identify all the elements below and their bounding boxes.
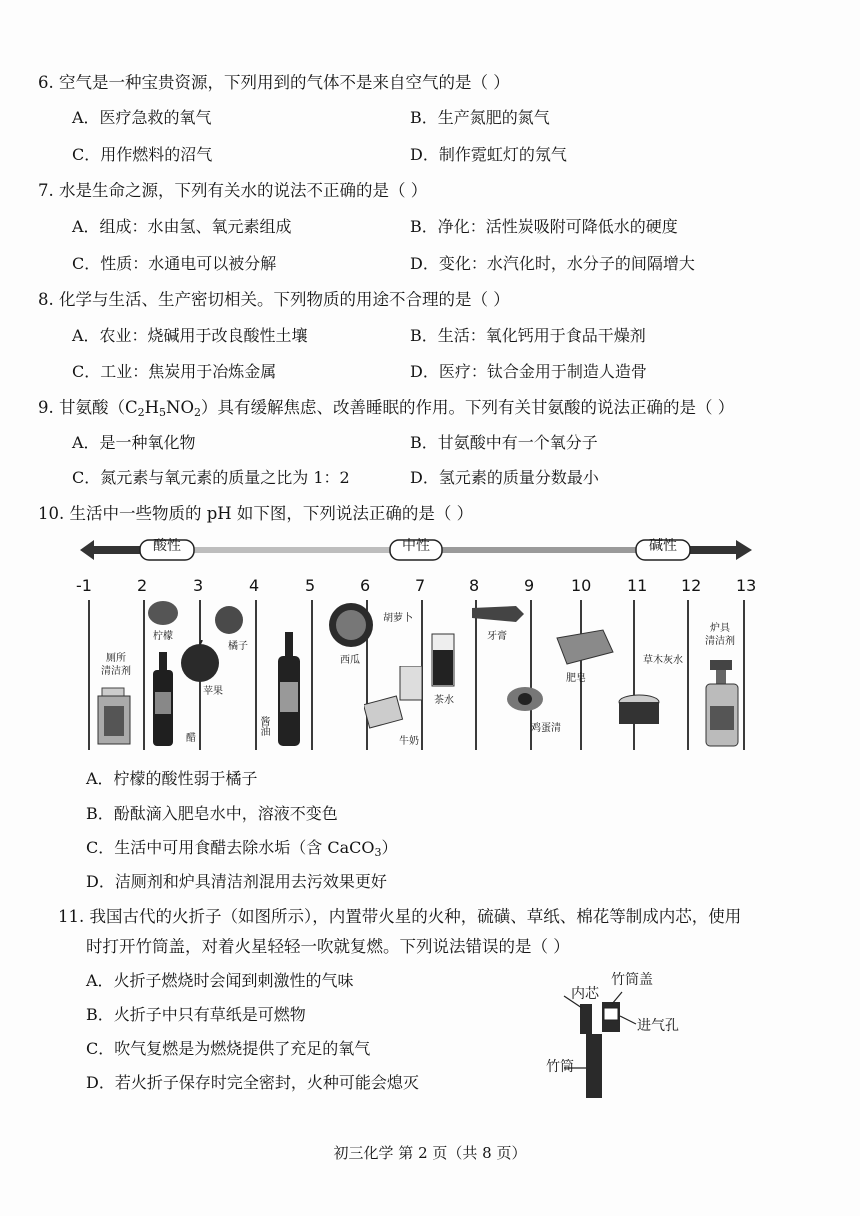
ph-tick: 6 bbox=[360, 576, 371, 595]
question-9-option-a: A．是一种氧化物 bbox=[72, 433, 196, 452]
ph-tick: 2 bbox=[137, 576, 148, 595]
neutral-label: 中性 bbox=[402, 538, 430, 554]
question-6-option-c: C．用作燃料的沼气 bbox=[72, 145, 213, 164]
ph-tick: 8 bbox=[469, 576, 480, 595]
question-6-option-d: D．制作霓虹灯的氖气 bbox=[410, 145, 567, 164]
ph-tick: 9 bbox=[524, 576, 535, 595]
page-footer: 初三化学 第 2 页（共 8 页） bbox=[333, 1144, 527, 1162]
tea-glass-icon bbox=[430, 632, 456, 688]
plant-ash-water-label: 草木灰水 bbox=[643, 655, 683, 666]
milk-label: 牛奶 bbox=[399, 736, 419, 747]
question-7-option-b: B．净化：活性炭吸附可降低水的硬度 bbox=[410, 217, 678, 236]
question-6-stem: 6. 空气是一种宝贵资源，下列用到的气体不是来自空气的是（ ） bbox=[38, 73, 510, 92]
question-10-option-d: D．洁厕剂和炉具清洁剂混用去污效果更好 bbox=[86, 872, 387, 891]
question-9-stem: 9. 甘氨酸$(C_2H_5NO_2)$具有缓解焦虑、改善睡眠的作用。下列有关甘氨酸的说法正确的是（ ） bbox=[38, 398, 735, 419]
toothpaste-icon bbox=[472, 604, 526, 624]
question-10-option-c: C．生活中可用食醋去除水垢（含 CaCO$_3$） bbox=[86, 838, 398, 859]
ph-tick: 10 bbox=[571, 576, 592, 595]
air-hole-label: 进气孔 bbox=[637, 1018, 679, 1034]
ph-tick: 7 bbox=[415, 576, 426, 595]
egg-white-label: 鸡蛋清 bbox=[531, 723, 561, 734]
acid-label: 酸性 bbox=[153, 538, 181, 554]
ph-tick: -1 bbox=[76, 576, 92, 595]
ph-tick: 12 bbox=[681, 576, 702, 595]
watermelon-label: 西瓜 bbox=[340, 655, 360, 666]
question-6-option-b: B．生产氮肥的氮气 bbox=[410, 108, 550, 127]
ph-tick: 13 bbox=[736, 576, 757, 595]
lid-label: 竹筒盖 bbox=[611, 972, 653, 988]
question-7-option-a: A．组成：水由氢、氧元素组成 bbox=[72, 217, 292, 236]
ph-tick: 4 bbox=[249, 576, 260, 595]
lemon-icon bbox=[146, 598, 180, 628]
question-7-option-c: C．性质：水通电可以被分解 bbox=[72, 254, 277, 273]
ph-gridline bbox=[143, 600, 145, 750]
plant-ash-bowl-icon bbox=[616, 688, 662, 728]
question-10-stem: 10. 生活中一些物质的 pH 如下图，下列说法正确的是（ ） bbox=[38, 504, 474, 523]
soy-sauce-label: 酱油 bbox=[258, 716, 269, 736]
toilet-cleaner-label: 厕所 清洁剂 bbox=[101, 653, 131, 677]
question-8-option-b: B．生活：氧化钙用于食品干燥剂 bbox=[410, 326, 646, 345]
orange-label: 橘子 bbox=[228, 641, 248, 652]
question-8-option-a: A．农业：烧碱用于改良酸性土壤 bbox=[72, 326, 308, 345]
tube-label: 竹筒 bbox=[546, 1059, 574, 1075]
question-9-option-b: B．甘氨酸中有一个氧分子 bbox=[410, 433, 598, 452]
question-11-option-a: A．火折子燃烧时会闻到刺激性的气味 bbox=[86, 971, 354, 990]
stove-cleaner-label: 炉具 清洁剂 bbox=[705, 623, 735, 647]
core-label: 内芯 bbox=[571, 986, 599, 1002]
ph-gridline bbox=[88, 600, 90, 750]
question-8-option-c: C．工业：焦炭用于冶炼金属 bbox=[72, 362, 277, 381]
watermelon-icon bbox=[326, 600, 376, 650]
ph-gridline bbox=[687, 600, 689, 750]
question-7-stem: 7. 水是生命之源，下列有关水的说法不正确的是（ ） bbox=[38, 181, 428, 200]
carrot-label: 胡萝卜 bbox=[383, 613, 413, 624]
soap-icon bbox=[555, 628, 615, 668]
apple-label: 苹果 bbox=[203, 686, 223, 697]
question-9-option-c: C．氮元素与氧元素的质量之比为 1：2 bbox=[72, 468, 350, 487]
ph-tick: 11 bbox=[627, 576, 648, 595]
fire-starter-diagram bbox=[560, 990, 640, 1100]
soap-label: 肥皂 bbox=[566, 673, 586, 684]
toilet-cleaner-bottle-icon bbox=[96, 682, 132, 746]
lemon-label: 柠檬 bbox=[153, 631, 173, 642]
question-10-option-a: A．柠檬的酸性弱于橘子 bbox=[86, 769, 258, 788]
toothpaste-label: 牙膏 bbox=[487, 631, 507, 642]
ph-tick: 5 bbox=[305, 576, 316, 595]
question-11-stem-line1: 11. 我国古代的火折子（如图所示），内置带火星的火种，硫磺、草纸、棉花等制成内芯，使用 bbox=[58, 907, 742, 926]
milk-carton-icon bbox=[364, 666, 424, 736]
question-11-option-b: B．火折子中只有草纸是可燃物 bbox=[86, 1005, 306, 1024]
stove-cleaner-spray-icon bbox=[702, 660, 744, 748]
question-8-stem: 8. 化学与生活、生产密切相关。下列物质的用途不合理的是（ ） bbox=[38, 290, 510, 309]
question-10-option-b: B．酚酞滴入肥皂水中，溶液不变色 bbox=[86, 804, 338, 823]
question-9-option-d: D．氢元素的质量分数最小 bbox=[410, 468, 599, 487]
tea-label: 茶水 bbox=[434, 695, 454, 706]
vinegar-bottle-icon bbox=[150, 652, 176, 748]
egg-white-icon bbox=[505, 684, 545, 714]
question-11-stem-line2: 时打开竹筒盖，对着火星轻轻一吹就复燃。下列说法错误的是（ ） bbox=[86, 937, 570, 956]
ph-gridline bbox=[311, 600, 313, 750]
base-label: 碱性 bbox=[649, 538, 677, 554]
question-7-option-d: D．变化：水汽化时，水分子的间隔增大 bbox=[410, 254, 695, 273]
ph-tick: 3 bbox=[193, 576, 204, 595]
apple-icon bbox=[178, 640, 222, 684]
question-11-option-c: C．吹气复燃是为燃烧提供了充足的氧气 bbox=[86, 1039, 371, 1058]
question-6-option-a: A．医疗急救的氧气 bbox=[72, 108, 212, 127]
question-8-option-d: D．医疗：钛合金用于制造人造骨 bbox=[410, 362, 647, 381]
orange-icon bbox=[212, 604, 246, 636]
question-11-option-d: D．若火折子保存时完全密封，火种可能会熄灭 bbox=[86, 1073, 419, 1092]
vinegar-label: 醋 bbox=[186, 733, 196, 744]
soy-sauce-bottle-icon bbox=[275, 632, 303, 748]
